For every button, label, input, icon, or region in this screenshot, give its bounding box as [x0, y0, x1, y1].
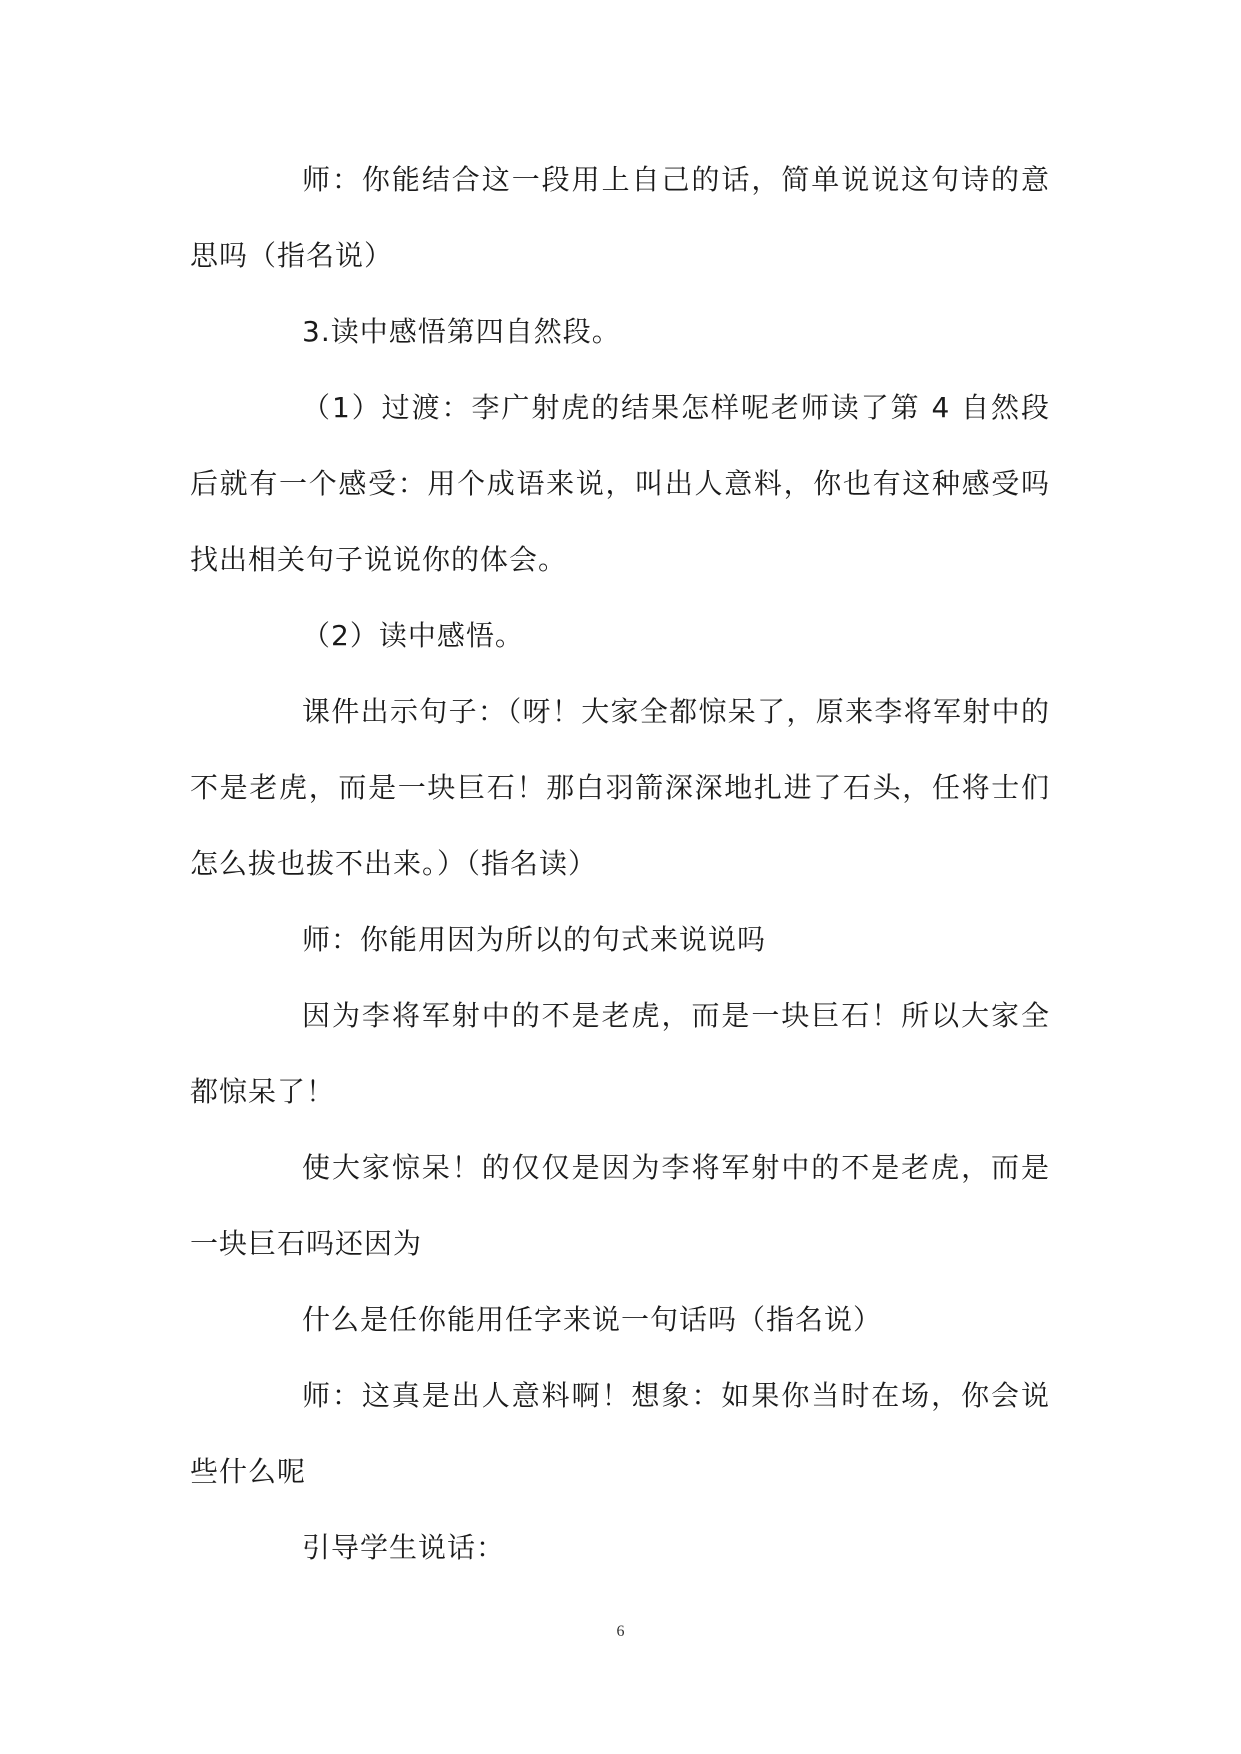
paragraph-teacher-question-poem: 师：你能结合这一段用上自己的话，简单说说这句诗的意思吗（指名说） — [190, 163, 1050, 272]
page-number: 6 — [616, 1623, 625, 1640]
body-text — [190, 142, 1050, 1586]
paragraph-word-usage: 什么是任你能用任字来说一句话吗（指名说） — [302, 1303, 883, 1336]
paragraph-section-heading: 3.读中感悟第四自然段。 — [302, 315, 621, 348]
paragraph-transition: （1）过渡：李广射虎的结果怎样呢老师读了第 4 自然段后就有一个感受：用个成语来说，叫出人意料，你也有这种感受吗找出相关句子说说你的体会。 — [190, 391, 1050, 576]
paragraph-guide-students: 引导学生说话： — [302, 1531, 506, 1564]
paragraph-follow-up-question: 使大家惊呆！的仅仅是因为李将军射中的不是老虎，而是一块巨石吗还因为 — [190, 1151, 1050, 1260]
paragraph-teacher-imagine: 师：这真是出人意料啊！想象：如果你当时在场，你会说些什么呢 — [190, 1379, 1050, 1488]
paragraph-reading-step: （2）读中感悟。 — [302, 619, 524, 652]
paragraph-example-answer: 因为李将军射中的不是老虎，而是一块巨石！所以大家全都惊呆了！ — [190, 999, 1050, 1108]
paragraph-teacher-sentence-pattern: 师：你能用因为所以的句式来说说吗 — [302, 923, 767, 956]
paragraph-courseware-sentence: 课件出示句子：（呀！大家全都惊呆了，原来李将军射中的不是老虎，而是一块巨石！那白羽箭深深地扎进了石头，任将士们怎么拔也拔不出来。）（指名读） — [190, 695, 1050, 880]
